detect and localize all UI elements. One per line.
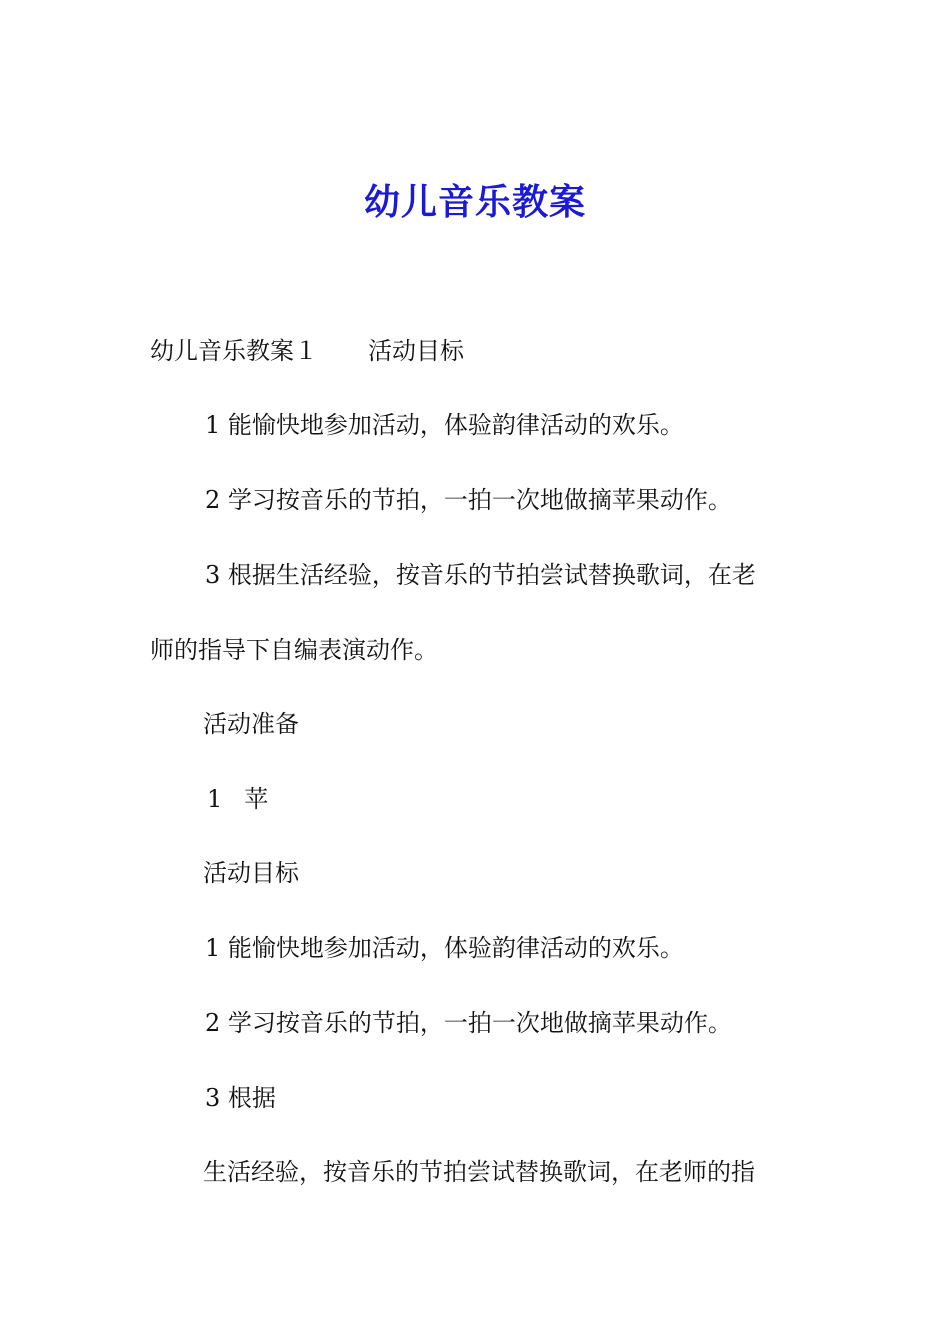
list-item	[207, 783, 268, 815]
paragraph-line: 2 学习按音乐的节拍，一拍一次地做摘苹果动作。	[205, 486, 732, 514]
section-heading: 活动目标	[203, 859, 299, 887]
paragraph-line: 2 学习按音乐的节拍，一拍一次地做摘苹果动作。	[205, 1009, 732, 1037]
list-text: 苹	[244, 785, 269, 813]
section-heading-line	[150, 335, 464, 367]
lesson-label: 幼儿音乐教案１	[150, 337, 318, 365]
paragraph-line: 1 能愉快地参加活动，体验韵律活动的欢乐。	[205, 934, 684, 962]
section-heading: 活动目标	[368, 337, 464, 365]
document-title: 幼儿音乐教案	[363, 181, 586, 223]
paragraph-line: 3 根据生活经验，按音乐的节拍尝试替换歌词，在老	[205, 561, 756, 589]
paragraph-line: 师的指导下自编表演动作。	[150, 636, 438, 664]
list-number: 1	[207, 785, 223, 813]
paragraph-line: 1 能愉快地参加活动，体验韵律活动的欢乐。	[205, 411, 684, 439]
section-heading: 活动准备	[203, 710, 299, 738]
paragraph-line: 生活经验，按音乐的节拍尝试替换歌词，在老师的指	[203, 1158, 755, 1186]
paragraph-line: 3 根据	[205, 1084, 276, 1112]
